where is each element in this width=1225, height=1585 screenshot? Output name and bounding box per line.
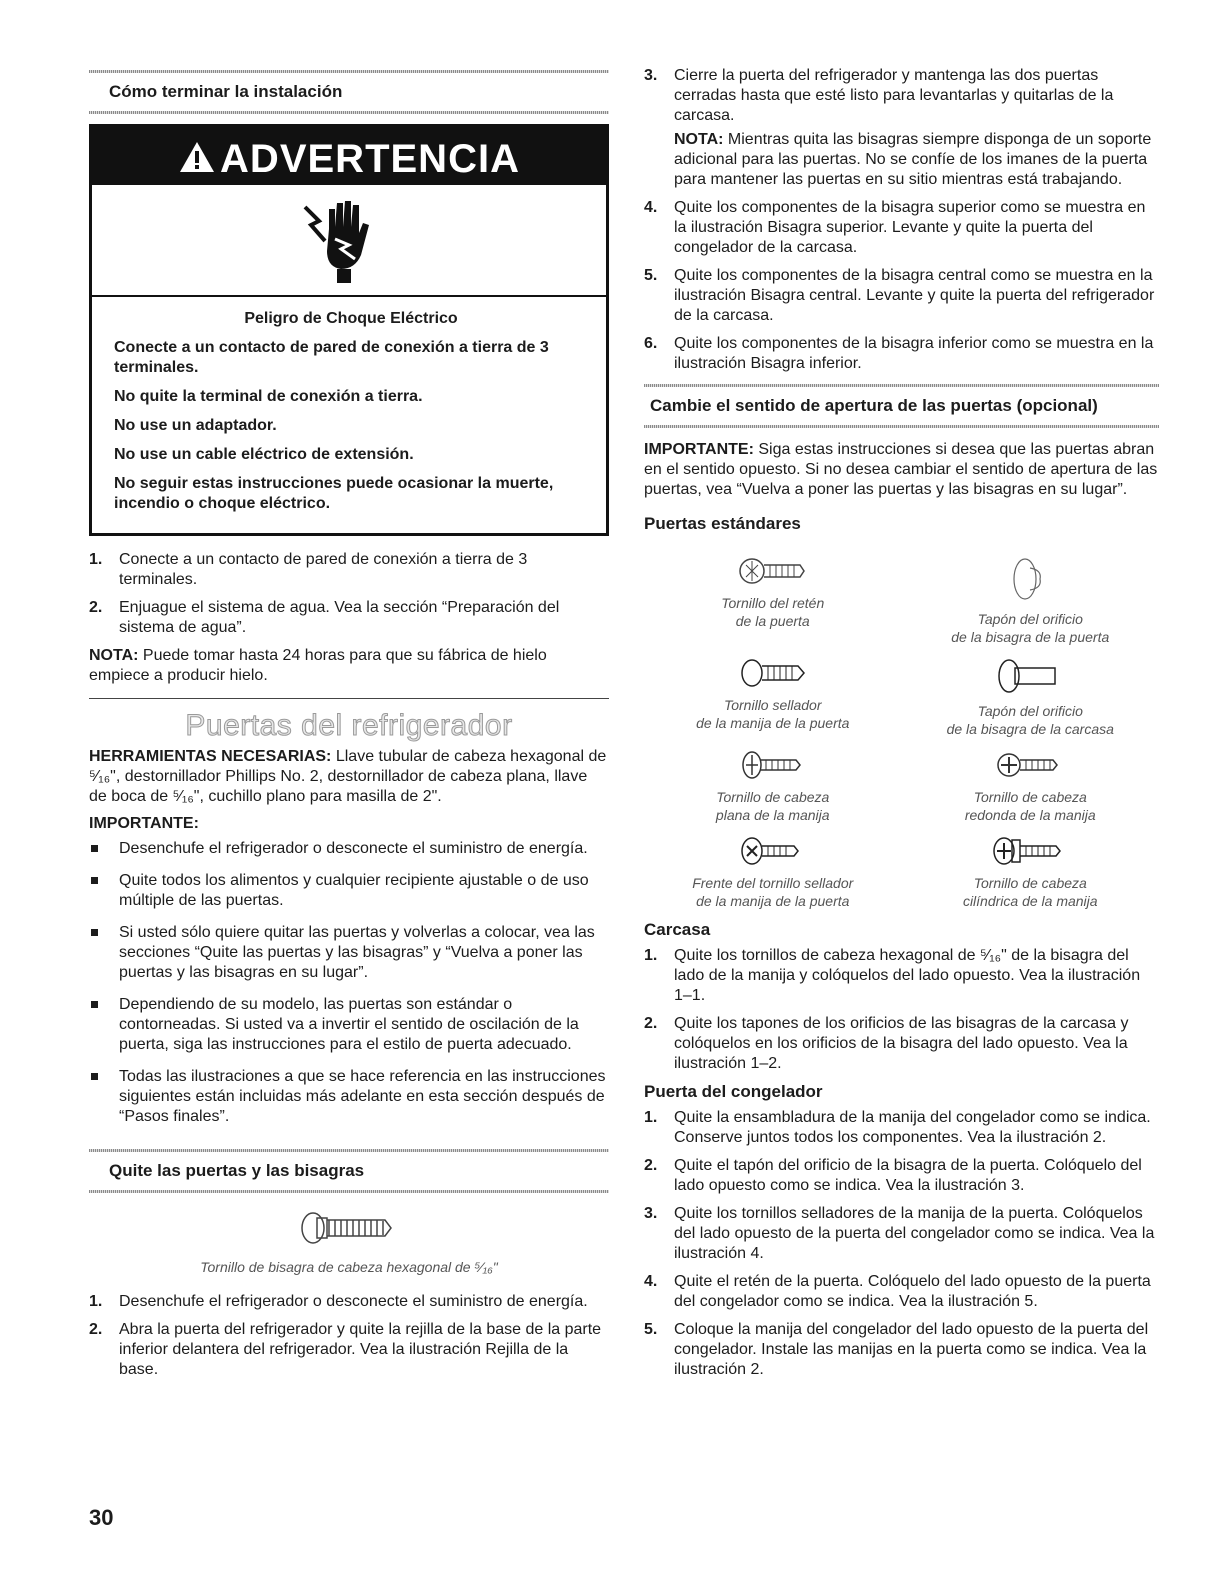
cylinder-head-screw-icon: [990, 834, 1070, 868]
flat-head-screw-icon: [738, 748, 808, 782]
warning-line: No seguir estas instrucciones puede ocasionar la muerte, incendio o choque eléctrico.: [114, 475, 554, 512]
freezer-steps-list: [644, 1108, 1159, 1380]
cabinet-heading: Carcasa: [644, 920, 711, 939]
list-item: 5. Coloque la manija del congelador del lado opuesto de la puerta del congelador. Instale las manijas en la puerta como se indica. Vea la ilustración 2.: [644, 1321, 1149, 1378]
list-item: Dependiendo de su modelo, las puertas son estándar o contorneadas. Si usted va a invertir el sentido de oscilación de la puerta, siga las instrucciones para el estilo de puerta adecuado.: [89, 995, 609, 1055]
warning-image-area: [92, 185, 606, 297]
install-steps-list: [89, 550, 609, 638]
remove-steps-continued: [644, 66, 1159, 126]
handle-sealing-screw-icon: [738, 656, 808, 690]
reverse-section-heading: [644, 384, 1159, 428]
install-section-heading: [89, 70, 609, 114]
sealing-screw-front-icon: [738, 834, 808, 868]
list-item: 6. Quite los componentes de la bisagra inferior como se muestra en la ilustración Bisagra inferior.: [644, 335, 1154, 372]
right-column: [644, 66, 1159, 1388]
hinge-steps-list: [644, 198, 1159, 374]
page-number: 30: [89, 1505, 114, 1530]
part-item: Tornillo de cabeza cilíndrica de la manija: [902, 834, 1160, 910]
freezer-door-heading: Puerta del congelador: [644, 1082, 823, 1101]
warning-triangle-icon: [178, 135, 216, 187]
list-item: 1. Conecte a un contacto de pared de conexión a tierra de 3 terminales.: [89, 551, 528, 588]
list-item: 2. Enjuague el sistema de agua. Vea la sección “Preparación del sistema de agua”.: [89, 599, 560, 636]
list-item: 2. Quite el tapón del orificio de la bisagra de la puerta. Colóquelo del lado opuesto como se indica. Vea la ilustración 3.: [644, 1157, 1142, 1194]
part-item: Tapón del orificio de la bisagra de la puerta: [902, 554, 1160, 646]
warning-banner: [92, 127, 606, 185]
bolt-caption: Tornillo de bisagra de cabeza hexagonal de ⁵⁄₁₆": [200, 1259, 498, 1275]
list-item: 3. Cierre la puerta del refrigerador y mantenga las dos puertas cerradas hasta que esté listo para levantarlas y quitarlas de la carcasa.: [644, 67, 1114, 124]
warning-title: ADVERTENCIA: [220, 137, 520, 181]
divider: [89, 698, 609, 699]
cabinet-steps-list: [644, 946, 1159, 1074]
standard-doors-heading: Puertas estándares: [644, 514, 801, 533]
hinge-hole-plug-icon: [1010, 554, 1050, 604]
ice-note: NOTA: Puede tomar hasta 24 horas para que su fábrica de hielo empiece a producir hielo.: [89, 647, 547, 684]
round-head-screw-icon: [995, 748, 1065, 782]
warning-line: No quite la terminal de conexión a tierra.: [114, 388, 423, 405]
warning-hazard: Peligro de Choque Eléctrico: [244, 310, 458, 327]
part-item: Tapón del orificio de la bisagra de la carcasa: [902, 656, 1160, 738]
door-stop-screw-icon: [738, 554, 808, 588]
hinge-note: NOTA: Mientras quita las bisagras siempre disponga de un soporte adicional para las puertas. No se confíe de los imanes de la puerta para mantener las puertas en su sitio mientras está trabajando.: [674, 131, 1152, 188]
list-item: 5. Quite los componentes de la bisagra central como se muestra en la ilustración Bisagra central. Levante y quite la puerta del refrigerador de la carcasa.: [644, 267, 1155, 324]
warning-text: [92, 297, 606, 533]
doors-section-title: Puertas del refrigerador: [185, 709, 513, 742]
warning-line: Conecte a un contacto de pared de conexión a tierra de 3 terminales.: [114, 339, 549, 376]
remove-heading-text: Quite las puertas y las bisagras: [109, 1161, 365, 1180]
remove-section-heading: [89, 1149, 609, 1193]
electric-shock-icon: [297, 189, 387, 289]
warning-line: No use un adaptador.: [114, 417, 277, 434]
part-item: Tornillo del retén de la puerta: [644, 554, 902, 646]
list-item: 2. Abra la puerta del refrigerador y quite la rejilla de la base de la parte inferior delantera del refrigerador. Vea la ilustración Rejilla de la base.: [89, 1321, 602, 1378]
list-item: 4. Quite los componentes de la bisagra superior como se muestra en la ilustración Bisagra superior. Levante y quite la puerta del congelador de la carcasa.: [644, 199, 1146, 256]
parts-grid: [644, 554, 1159, 910]
hex-bolt-icon: [299, 1211, 399, 1245]
warning-line: No use un cable eléctrico de extensión.: [114, 446, 414, 463]
list-item: Desenchufe el refrigerador o desconecte el suministro de energía.: [89, 839, 609, 859]
hex-bolt-illustration: [89, 1211, 609, 1276]
list-item: Quite todos los alimentos y cualquier recipiente ajustable o de uso múltiple de las puertas.: [89, 871, 609, 911]
part-item: Tornillo de cabeza plana de la manija: [644, 748, 902, 824]
part-item: Tornillo sellador de la manija de la puerta: [644, 656, 902, 738]
part-item: Frente del tornillo sellador de la manija de la puerta: [644, 834, 902, 910]
tools-paragraph: HERRAMIENTAS NECESARIAS: Llave tubular de cabeza hexagonal de ⁵⁄₁₆", destornillador Phillips No. 2, destornillador de cabeza plana, llave de boca de ⁵⁄₁₆", cuchillo plano para masilla de 2".: [89, 748, 607, 805]
install-heading-text: Cómo terminar la instalación: [109, 82, 343, 101]
cabinet-plug-icon: [995, 656, 1065, 696]
important-label: IMPORTANTE:: [89, 815, 199, 832]
left-column: [89, 0, 609, 1388]
reverse-important: IMPORTANTE: Siga estas instrucciones si desea que las puertas abran en el sentido opuesto. Si no desea cambiar el sentido de apertura de las puertas, vea “Vuelva a poner las puertas y las bisagras en su lugar”.: [644, 441, 1158, 498]
list-item: 3. Quite los tornillos selladores de la manija de la puerta. Colóquelos del lado opuesto de la puerta del congelador como se indica. Vea la ilustración 4.: [644, 1205, 1155, 1262]
list-item: 1. Quite los tornillos de cabeza hexagonal de ⁵⁄₁₆" de la bisagra del lado de la manija y colóquelos del lado opuesto. Vea la ilustración 1–1.: [644, 947, 1141, 1004]
list-item: Si usted sólo quiere quitar las puertas y volverlas a colocar, vea las secciones “Quite las puertas y las bisagras” y “Vuelva a poner las puertas y las bisagras en su lugar”.: [89, 923, 609, 983]
list-item: 1. Desenchufe el refrigerador o desconecte el suministro de energía.: [89, 1293, 588, 1310]
list-item: 4. Quite el retén de la puerta. Colóquelo del lado opuesto de la puerta del congelador como se indica. Vea la ilustración 5.: [644, 1273, 1151, 1310]
list-item: 2. Quite los tapones de los orificios de las bisagras de la carcasa y colóquelos en los orificios de la bisagra del lado opuesto. Vea la ilustración 1–2.: [644, 1015, 1129, 1072]
list-item: 1. Quite la ensambladura de la manija del congelador como se indica. Conserve juntos todos los componentes. Vea la ilustración 2.: [644, 1109, 1151, 1146]
list-item: Todas las ilustraciones a que se hace referencia en las instrucciones siguientes están incluidas más adelante en esta sección después de “Pasos finales”.: [89, 1067, 609, 1127]
important-bullets: [89, 839, 609, 1127]
part-item: Tornillo de cabeza redonda de la manija: [902, 748, 1160, 824]
reverse-heading-text: Cambie el sentido de apertura de las puertas (opcional): [650, 396, 1098, 415]
warning-box: [89, 124, 609, 536]
remove-steps-list: [89, 1292, 609, 1380]
